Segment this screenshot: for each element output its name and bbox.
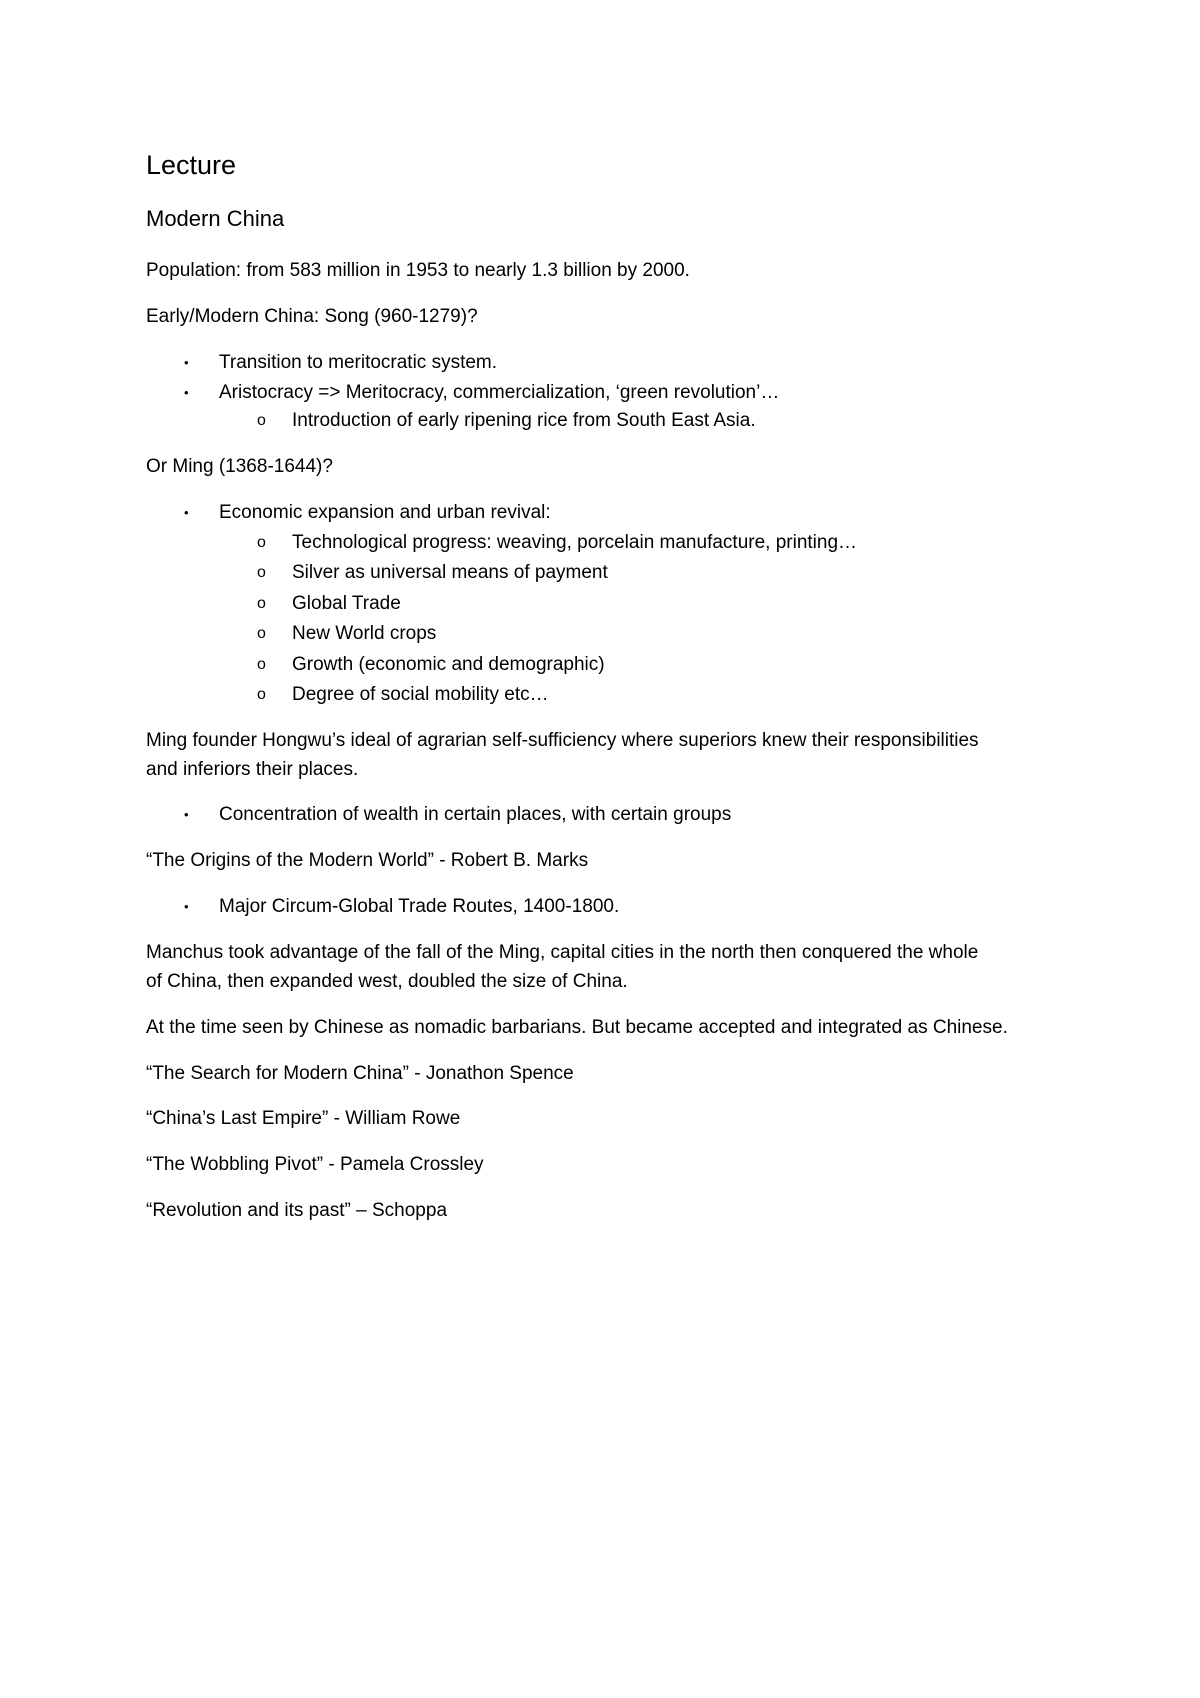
list-item: Major Circum-Global Trade Routes, 1400-1800. [219,896,620,917]
bullet-icon: • [184,385,189,400]
bullet-icon: • [184,355,189,370]
sub-list-item: Technological progress: weaving, porcelain manufacture, printing… [292,532,858,553]
or-ming-paragraph: Or Ming (1368-1644)? [146,456,333,477]
list-item: Concentration of wealth in certain places, with certain groups [219,804,732,825]
sub-bullet-icon: o [257,625,266,642]
page-title: Lecture [146,150,237,180]
reference-rowe: “China’s Last Empire” - William Rowe [146,1108,461,1129]
reference-marks: “The Origins of the Modern World” - Robert B. Marks [146,850,589,871]
section-heading: Modern China [146,206,285,231]
bullet-icon: • [184,807,189,822]
sub-list-item: New World crops [292,623,437,644]
manchus-paragraph-line-1: Manchus took advantage of the fall of the Ming, capital cities in the north then conquered the whole [146,942,979,963]
sub-list-item: Global Trade [292,593,401,614]
sub-bullet-icon: o [257,686,266,703]
sub-bullet-icon: o [257,595,266,612]
reference-spence: “The Search for Modern China” - Jonathon Spence [146,1063,574,1084]
hongwu-paragraph-line-2: and inferiors their places. [146,759,359,780]
manchus-paragraph-line-2: of China, then expanded west, doubled the size of China. [146,971,628,992]
list-item: Transition to meritocratic system. [219,352,498,373]
sub-bullet-icon: o [257,656,266,673]
population-paragraph: Population: from 583 million in 1953 to nearly 1.3 billion by 2000. [146,260,690,281]
sub-list-item: Degree of social mobility etc… [292,684,549,705]
sub-bullet-icon: o [257,534,266,551]
sub-list-item: Growth (economic and demographic) [292,654,605,675]
nomadic-paragraph: At the time seen by Chinese as nomadic barbarians. But became accepted and integrated as Chinese. [146,1017,1008,1038]
sub-list-item: Silver as universal means of payment [292,562,608,583]
reference-schoppa: “Revolution and its past” – Schoppa [146,1200,448,1221]
early-modern-paragraph: Early/Modern China: Song (960-1279)? [146,306,478,327]
sub-bullet-icon: o [257,564,266,581]
list-item: Aristocracy => Meritocracy, commercialization, ‘green revolution’… [219,382,780,403]
list-item: Economic expansion and urban revival: [219,502,551,523]
bullet-icon: • [184,505,189,520]
sub-list-item: Introduction of early ripening rice from South East Asia. [292,410,756,431]
hongwu-paragraph-line-1: Ming founder Hongwu’s ideal of agrarian self-sufficiency where superiors knew their responsibilities [146,730,979,751]
bullet-icon: • [184,899,189,914]
sub-bullet-icon: o [257,412,266,429]
reference-crossley: “The Wobbling Pivot” - Pamela Crossley [146,1154,484,1175]
